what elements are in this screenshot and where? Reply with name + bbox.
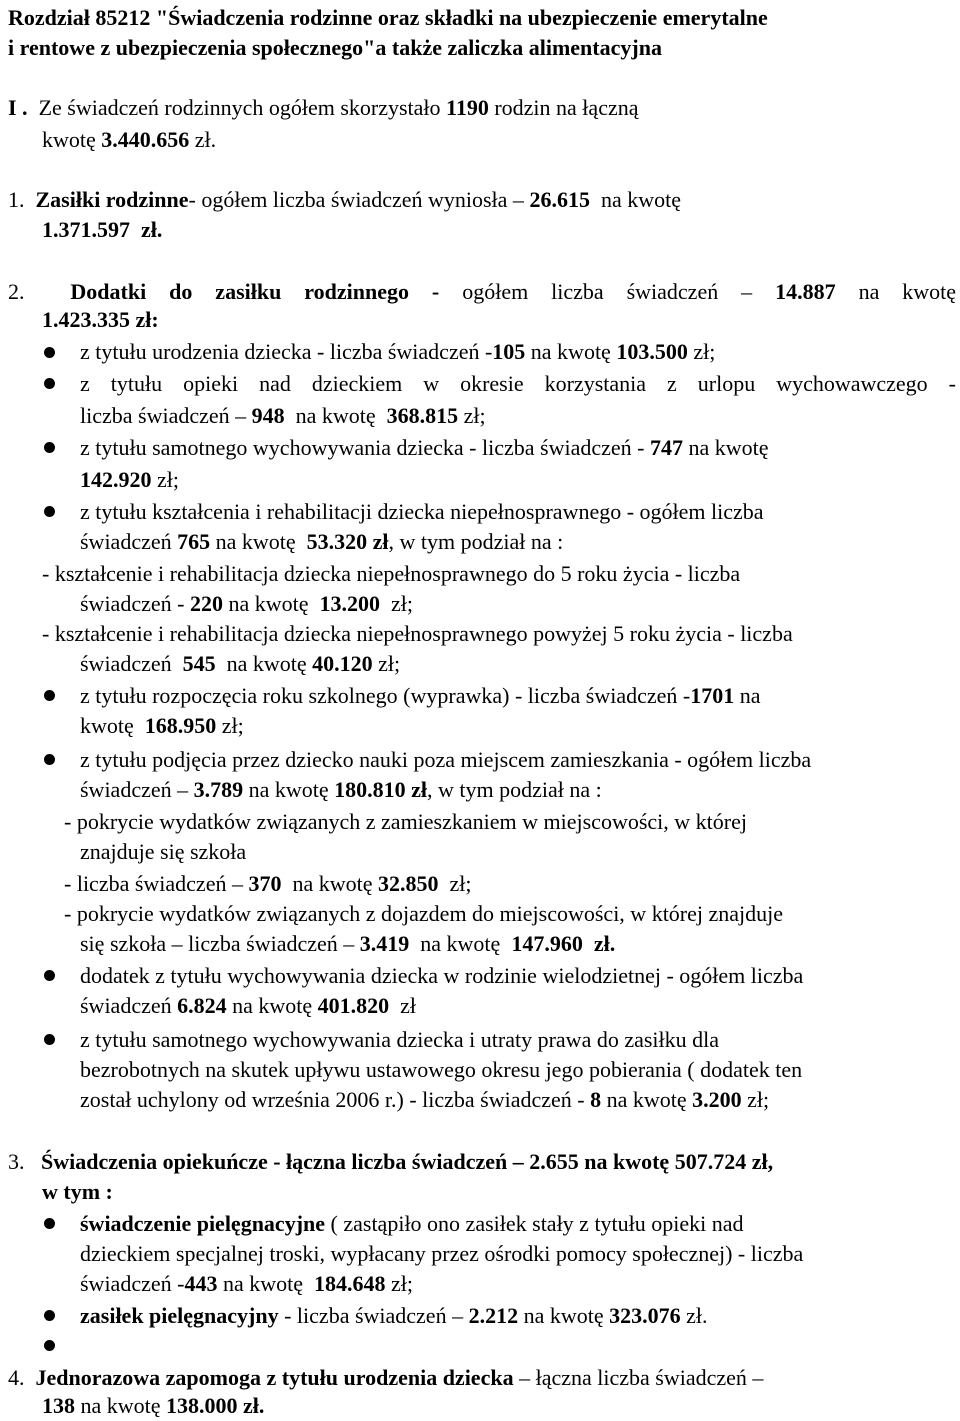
point-2-bullet-3-line-1: z tytułu samotnego wychowywania dziecka - liczba świadczeń - 747 na kwotę (80, 435, 769, 460)
point-2-bullet-7-line-2: świadczeń 6.824 na kwotę 401.820 zł (80, 993, 417, 1018)
point-2-bullet-1: z tytułu urodzenia dziecka - liczba świadczeń -105 na kwotę 103.500 zł; (80, 339, 716, 364)
bullet-dot (44, 1310, 55, 1321)
point-2-bullet-7-line-1: dodatek z tytułu wychowywania dziecka w rodzinie wielodzietnej - ogółem liczba (80, 963, 804, 988)
bullet-dot (44, 347, 55, 358)
point-2-bullet-5-line-2: kwotę 168.950 zł; (80, 713, 244, 738)
point-2-bullet-5-line-1: z tytułu rozpoczęcia roku szkolnego (wyprawka) - liczba świadczeń -1701 na (80, 683, 761, 708)
chapter-heading-line-1: Rozdział 85212 "Świadczenia rodzinne oraz składki na ubezpieczenie emerytalne (8, 5, 768, 30)
point-2-bullet-8-line-1: z tytułu samotnego wychowywania dziecka i utraty prawa do zasiłku dla (80, 1027, 720, 1052)
bullet-dot (44, 378, 55, 389)
point-4-line-1: 4. Jednorazowa zapomoga z tytułu urodzenia dziecka – łączna liczba świadczeń – (8, 1365, 764, 1390)
point-2-bullet-6-line-2: świadczeń – 3.789 na kwotę 180.810 zł, w tym podział na : (80, 777, 602, 802)
point-2-line-1: 2. Dodatki do zasiłku rodzinnego - ogółem liczba świadczeń – 14.887 na kwotę (8, 279, 957, 304)
bullet-dot (44, 506, 55, 517)
point-2-bullet-4-line-2: świadczeń 765 na kwotę 53.320 zł, w tym podział na : (80, 529, 564, 554)
point-2-bullet-2-line-2: liczba świadczeń – 948 na kwotę 368.815 zł; (80, 403, 486, 428)
point-2-dash-1-line-2: świadczeń - 220 na kwotę 13.200 zł; (80, 591, 413, 616)
point-2-dash-2-line-2: świadczeń 545 na kwotę 40.120 zł; (80, 651, 401, 676)
point-2-bullet-3-line-2: 142.920 zł; (80, 467, 179, 492)
point-1-line-1: 1. Zasiłki rodzinne- ogółem liczba świadczeń wyniosła – 26.615 na kwotę (8, 187, 681, 212)
point-2-bullet-6-sub-4: - pokrycie wydatków związanych z dojazdem do miejscowości, w której znajduje (64, 901, 784, 926)
point-3-bullet-1-line-2: dzieckiem specjalnej troski, wypłacany przez ośrodki pomocy społecznej) - liczba (80, 1241, 804, 1266)
bullet-dot (44, 442, 55, 453)
bullet-dot (44, 754, 55, 765)
point-3-line-2: w tym : (42, 1179, 113, 1204)
point-4-line-2: 138 na kwotę 138.000 zł. (42, 1393, 265, 1418)
section-i-line-2: kwotę 3.440.656 zł. (42, 127, 217, 152)
section-i-line-1: I . Ze świadczeń rodzinnych ogółem skorzystało 1190 rodzin na łączną (8, 95, 639, 120)
point-2-bullet-4-line-1: z tytułu kształcenia i rehabilitacji dziecka niepełnosprawnego - ogółem liczba (80, 499, 764, 524)
bullet-dot (44, 1340, 55, 1351)
point-2-dash-1-line-1: - kształcenie i rehabilitacja dziecka niepełnosprawnego do 5 roku życia - liczba (42, 561, 741, 586)
point-2-bullet-6-sub-5: się szkoła – liczba świadczeń – 3.419 na kwotę 147.960 zł. (80, 931, 616, 956)
bullet-dot (44, 690, 55, 701)
bullet-dot (44, 1034, 55, 1045)
point-2-bullet-6-sub-3: - liczba świadczeń – 370 na kwotę 32.850 zł; (64, 871, 472, 896)
point-2-bullet-6-sub-2: znajduje się szkoła (80, 839, 247, 864)
chapter-heading-line-2: i rentowe z ubezpieczenia społecznego"a także zaliczka alimentacyjna (8, 35, 662, 60)
point-2-bullet-8-line-2: bezrobotnych na skutek upływu ustawowego okresu jego pobierania ( dodatek ten (80, 1057, 803, 1082)
point-2-bullet-6-sub-1: - pokrycie wydatków związanych z zamieszkaniem w miejscowości, w której (64, 809, 747, 834)
point-1-line-2: 1.371.597 zł. (42, 217, 163, 242)
point-2-line-2: 1.423.335 zł: (42, 307, 159, 332)
point-3-bullet-1-line-3: świadczeń -443 na kwotę 184.648 zł; (80, 1271, 413, 1296)
point-3-bullet-1-line-1: świadczenie pielęgnacyjne ( zastąpiło ono zasiłek stały z tytułu opieki nad (80, 1211, 744, 1236)
point-2-bullet-2-line-1: z tytułu opieki nad dzieckiem w okresie korzystania z urlopu wychowawczego - (80, 371, 956, 396)
bullet-dot (44, 1218, 55, 1229)
point-2-dash-2-line-1: - kształcenie i rehabilitacja dziecka niepełnosprawnego powyżej 5 roku życia - liczba (42, 621, 793, 646)
bullet-dot (44, 970, 55, 981)
point-2-bullet-6-line-1: z tytułu podjęcia przez dziecko nauki poza miejscem zamieszkania - ogółem liczba (80, 747, 812, 772)
point-2-bullet-8-line-3: został uchylony od września 2006 r.) - liczba świadczeń - 8 na kwotę 3.200 zł; (80, 1087, 770, 1112)
point-3-bullet-2: zasiłek pielęgnacyjny - liczba świadczeń – 2.212 na kwotę 323.076 zł. (80, 1303, 708, 1328)
point-3-line-1: 3. Świadczenia opiekuńcze - łączna liczba świadczeń – 2.655 na kwotę 507.724 zł, (8, 1149, 774, 1174)
